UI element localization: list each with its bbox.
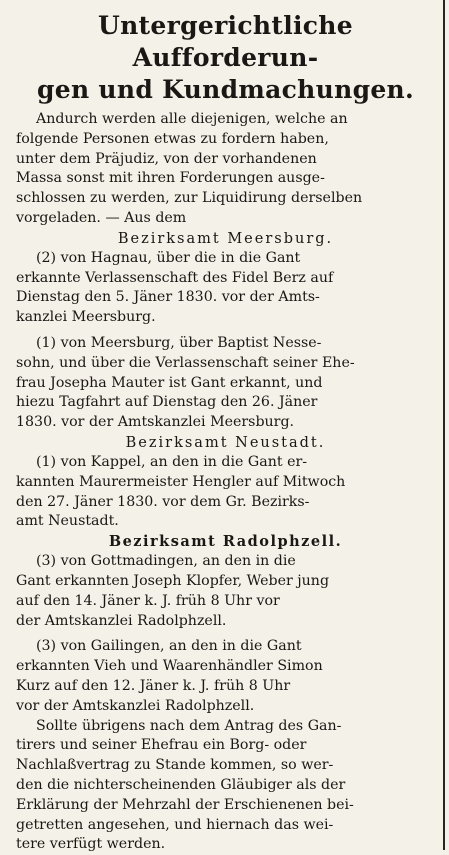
intro-line: Massa sonst mit ihren Forderungen ausge- [16, 170, 325, 187]
entry-line: auf den 14. Jäner k. J. früh 8 Uhr vor [16, 592, 280, 609]
entry-gottmadingen [16, 552, 435, 631]
entry-line: (1) von Meersburg, über Baptist Nesse- [36, 334, 322, 351]
entry-line: erkannte Verlassenschaft des Fidel Berz auf [16, 269, 334, 286]
entry-hagnau [16, 249, 435, 328]
closing-line: tirers und seiner Ehefrau ein Borg- oder [16, 737, 307, 754]
section-heading-radolphzell: Bezirksamt Radolphzell. [108, 533, 343, 551]
entry-line: den 27. Jäner 1830. vor dem Gr. Bezirks- [16, 493, 310, 510]
intro-line: schlossen zu werden, zur Liquidirung derselben [16, 190, 363, 207]
title-line-1: Untergerichtliche Aufforderun- [97, 11, 353, 72]
closing-line: Erklärung der Mehrzahl der Erschienenen bei- [16, 796, 354, 813]
entry-line: Gant erkannten Joseph Klopfer, Weber jung [16, 572, 330, 589]
entry-line: erkannten Vieh und Waarenhändler Simon [16, 658, 323, 675]
entry-line: (2) von Hagnau, über die in die Gant [36, 249, 301, 266]
page-title [16, 10, 435, 106]
entry-line: vor der Amtskanzlei Radolphzell. [16, 697, 255, 714]
entry-line: hiezu Tagfahrt auf Dienstag den 26. Jäner [16, 394, 318, 411]
closing-line: getretten angesehen, und hiernach das wei- [16, 816, 334, 833]
entry-line: (3) von Gottmadingen, an den in die [36, 553, 296, 570]
entry-kappel [16, 453, 435, 532]
entry-line: frau Josepha Mauter ist Gant erkannt, und [16, 374, 323, 391]
intro-line: Andurch werden alle diejenigen, welche an [36, 111, 348, 127]
intro-line: unter dem Präjudiz, von der vorhandenen [16, 150, 317, 167]
closing-line: tere verfügt werden. [16, 836, 166, 853]
entry-line: 1830. vor der Amtskanzlei Meersburg. [16, 414, 295, 431]
title-line-2: gen und Kundmachungen. [36, 75, 415, 104]
entry-line: kannten Maurermeister Hengler auf Mitwoch [16, 473, 346, 490]
entry-line: Dienstag den 5. Jäner 1830. vor der Amts- [16, 289, 320, 306]
entry-line: der Amtskanzlei Radolphzell. [16, 612, 227, 629]
entry-line: sohn, und über die Verlassenschaft seiner Ehe- [16, 354, 355, 371]
entry-line: amt Neustadt. [16, 513, 119, 530]
column-rule [443, 0, 445, 850]
closing-line: Sollte übrigens nach dem Antrag des Gan- [36, 717, 342, 734]
section-heading-neustadt: Bezirksamt Neustadt. [125, 434, 326, 451]
section-heading-meersburg: Bezirksamt Meersburg. [117, 230, 334, 247]
entry-gailingen [16, 637, 435, 716]
entry-line: (3) von Gailingen, an den in die Gant [36, 638, 302, 655]
entry-line: (1) von Kappel, an den in die Gant er- [36, 453, 308, 470]
closing-paragraph [16, 717, 435, 855]
closing-line: den die nichterscheinenden Gläubiger als der [16, 776, 346, 793]
entry-line: kanzlei Meersburg. [16, 309, 156, 326]
intro-paragraph [16, 110, 435, 229]
entry-line: Kurz auf den 12. Jäner k. J. früh 8 Uhr [16, 677, 291, 694]
intro-line: vorgeladen. — Aus dem [16, 209, 187, 226]
entry-meersburg [16, 334, 435, 433]
closing-line: Nachlaßvertrag zu Stande kommen, so wer- [16, 757, 334, 774]
intro-line: folgende Personen etwas zu fordern haben, [16, 130, 329, 147]
